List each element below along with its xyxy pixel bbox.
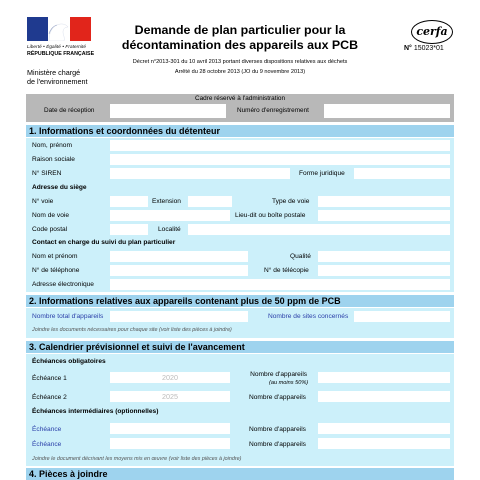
locality-label: Lieu-dit ou boîte postale [235,212,306,219]
role-label: Qualité [290,253,311,260]
count-b-field[interactable] [318,438,450,449]
count-a-label: Nombre d'appareils [249,426,306,433]
company-field[interactable] [110,154,450,165]
contact-title: Contact en charge du suivi du plan particulier [32,239,176,246]
republic-name: RÉPUBLIQUE FRANÇAISE [27,51,95,57]
phone-field[interactable] [110,265,248,276]
deadline1-field[interactable]: 2020 [110,372,230,383]
registration-number-field[interactable] [324,104,450,118]
deadline-a-label: Échéance [32,426,62,433]
republic-motto: Liberté • Égalité • Fraternité [27,44,87,49]
street-number-label: N° voie [32,198,54,205]
siren-label: N° SIREN [32,170,62,177]
role-field[interactable] [318,251,450,262]
hq-address-title: Adresse du siège [32,184,87,191]
contact-name-label: Nom et prénom [32,253,78,260]
registration-number-label: Numéro d'enregistrement [237,107,309,114]
mandatory-deadlines-title: Échéances obligatoires [32,358,106,365]
section3-hint: Joindre le document décrivant les moyens mis en œuvre (voir liste des pièces à joindre) [32,456,242,462]
sites-count-field[interactable] [354,311,450,322]
cerfa-logo: cerfa [411,20,453,44]
total-devices-field[interactable] [110,311,248,322]
fax-label: N° de télécopie [264,267,309,274]
marianne-logo [27,17,91,41]
decree-references: Décret n°2013-301 du 10 avril 2013 portant diverses dispositions relatives aux déchets Arrêté du 28 octobre 2013 (JO du 9 novembre 2013) [132,59,348,75]
intermediate-deadlines-title: Échéances intermédiaires (optionnelles) [32,408,159,415]
street-name-field[interactable] [110,210,230,221]
deadline-b-label: Échéance [32,441,62,448]
email-label: Adresse électronique [32,281,94,288]
count2-field[interactable] [318,391,450,402]
section2-header: 2. Informations relatives aux appareils contenant plus de 50 ppm de PCB [26,295,454,307]
cerfa-number: N° 15023*01 [404,45,444,52]
company-label: Raison sociale [32,156,75,163]
admin-frame-title: Cadre réservé à l'administration [194,95,286,102]
count2-label: Nombre d'appareils [249,394,306,401]
deadline-a-field[interactable] [110,423,230,434]
count-a-field[interactable] [318,423,450,434]
deadline2-field[interactable]: 2025 [110,391,230,402]
count1-label: Nombre d'appareils (au moins 50%) [250,371,309,386]
town-label: Localité [158,226,181,233]
sites-count-label: Nombre de sites concernés [268,313,349,320]
total-devices-label: Nombre total d'appareils [32,313,104,320]
extension-field[interactable] [188,196,232,207]
reception-date-field[interactable] [110,104,226,118]
postcode-label: Code postal [32,226,68,233]
street-number-field[interactable] [110,196,148,207]
legal-form-label: Forme juridique [299,170,345,177]
locality-field[interactable] [318,210,450,221]
town-field[interactable] [188,224,450,235]
phone-label: N° de téléphone [32,267,80,274]
contact-name-field[interactable] [110,251,248,262]
section2-hint: Joindre les documents nécessaires pour chaque site (voir liste des pièces à joindre) [32,327,232,333]
postcode-field[interactable] [110,224,148,235]
section3-header: 3. Calendrier prévisionnel et suivi de l'avancement [26,341,454,353]
fax-field[interactable] [318,265,450,276]
form-title: Demande de plan particulier pour la décontamination des appareils aux PCB [121,23,359,52]
street-type-field[interactable] [318,196,450,207]
name-label: Nom, prénom [32,142,72,149]
ministry-name: Ministère chargé de l'environnement [27,68,88,86]
section4-header: 4. Pièces à joindre [26,468,454,480]
extension-label: Extension [152,198,181,205]
street-name-label: Nom de voie [32,212,70,219]
count-b-label: Nombre d'appareils [249,441,306,448]
siren-field[interactable] [110,168,290,179]
section1-header: 1. Informations et coordonnées du détenteur [26,125,454,137]
deadline-b-field[interactable] [110,438,230,449]
legal-form-field[interactable] [354,168,450,179]
street-type-label: Type de voie [272,198,310,205]
reception-date-label: Date de réception [44,107,95,114]
count1-field[interactable] [318,372,450,383]
marianne-profile-icon [43,20,73,41]
deadline2-label: Échéance 2 [32,394,67,401]
email-field[interactable] [110,279,450,290]
name-field[interactable] [110,140,450,151]
deadline1-label: Échéance 1 [32,375,67,382]
